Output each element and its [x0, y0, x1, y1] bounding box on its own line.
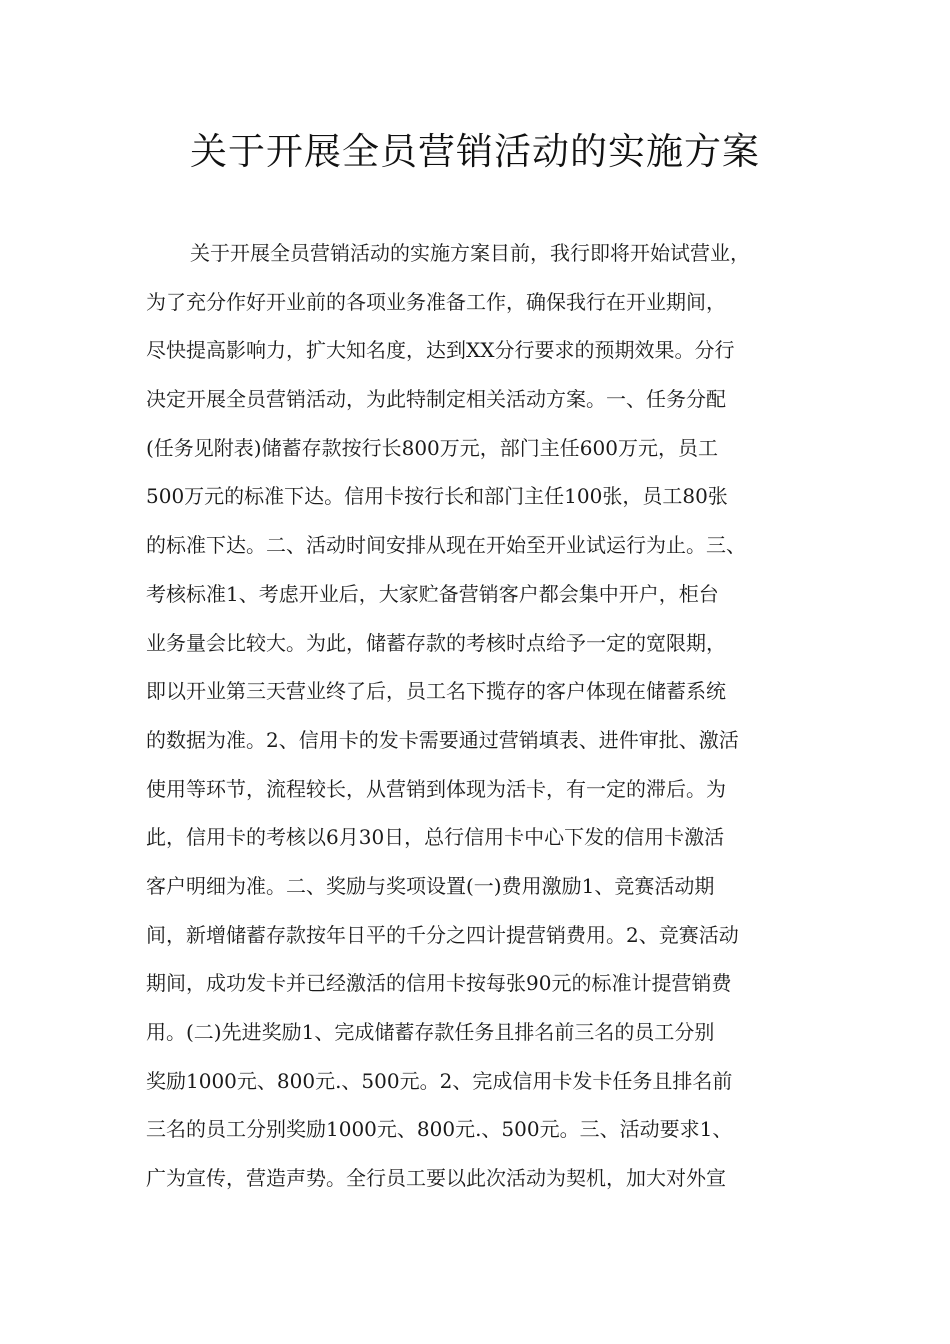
body-line: 即以开业第三天营业终了后，员工名下揽存的客户体现在储蓄系统 — [146, 679, 726, 704]
body-line: 的标准下达。二、活动时间安排从现在开始至开业试运行为止。三、 — [146, 533, 746, 558]
body-line: 间，新增储蓄存款按年日平的千分之四计提营销费用。2、竞赛活动 — [146, 922, 739, 947]
body-line: 奖励1000元、800元.、500元。2、完成信用卡发卡任务且排名前 — [146, 1068, 733, 1093]
body-line: 的数据为准。2、信用卡的发卡需要通过营销填表、进件审批、激活 — [146, 727, 739, 752]
document-title: 关于开展全员营销活动的实施方案 — [190, 130, 760, 173]
body-line: 业务量会比较大。为此，储蓄存款的考核时点给予一定的宽限期， — [146, 630, 726, 655]
body-line: 三名的员工分别奖励1000元、800元.、500元。三、活动要求1、 — [146, 1117, 733, 1142]
body-line: 尽快提高影响力，扩大知名度，达到XX分行要求的预期效果。分行 — [146, 338, 735, 363]
body-line: 广为宣传，营造声势。全行员工要以此次活动为契机，加大对外宣 — [146, 1166, 726, 1191]
body-line: 用。(二)先进奖励1、完成储蓄存款任务且排名前三名的员工分别 — [146, 1020, 715, 1044]
body-line: 此，信用卡的考核以6月30日，总行信用卡中心下发的信用卡激活 — [146, 825, 725, 850]
body-line: 考核标准1、考虑开业后，大家贮备营销客户都会集中开户，柜台 — [146, 581, 719, 606]
body-line: 关于开展全员营销活动的实施方案目前，我行即将开始试营业， — [190, 241, 750, 265]
body-line: (任务见附表)储蓄存款按行长800万元，部门主任600万元，员工 — [146, 435, 718, 460]
body-line: 客户明细为准。二、奖励与奖项设置(一)费用激励1、竞赛活动期 — [146, 873, 715, 898]
body-line: 为了充分作好开业前的各项业务准备工作，确保我行在开业期间， — [146, 289, 726, 314]
document-body — [146, 229, 826, 1203]
body-line: 500万元的标准下达。信用卡按行长和部门主任100张，员工80张 — [146, 484, 728, 509]
body-line: 决定开展全员营销活动，为此特制定相关活动方案。一、任务分配 — [146, 387, 726, 412]
body-line: 期间，成功发卡并已经激活的信用卡按每张90元的标准计提营销费 — [146, 971, 732, 996]
body-line: 使用等环节，流程较长，从营销到体现为活卡，有一定的滞后。为 — [146, 776, 726, 801]
